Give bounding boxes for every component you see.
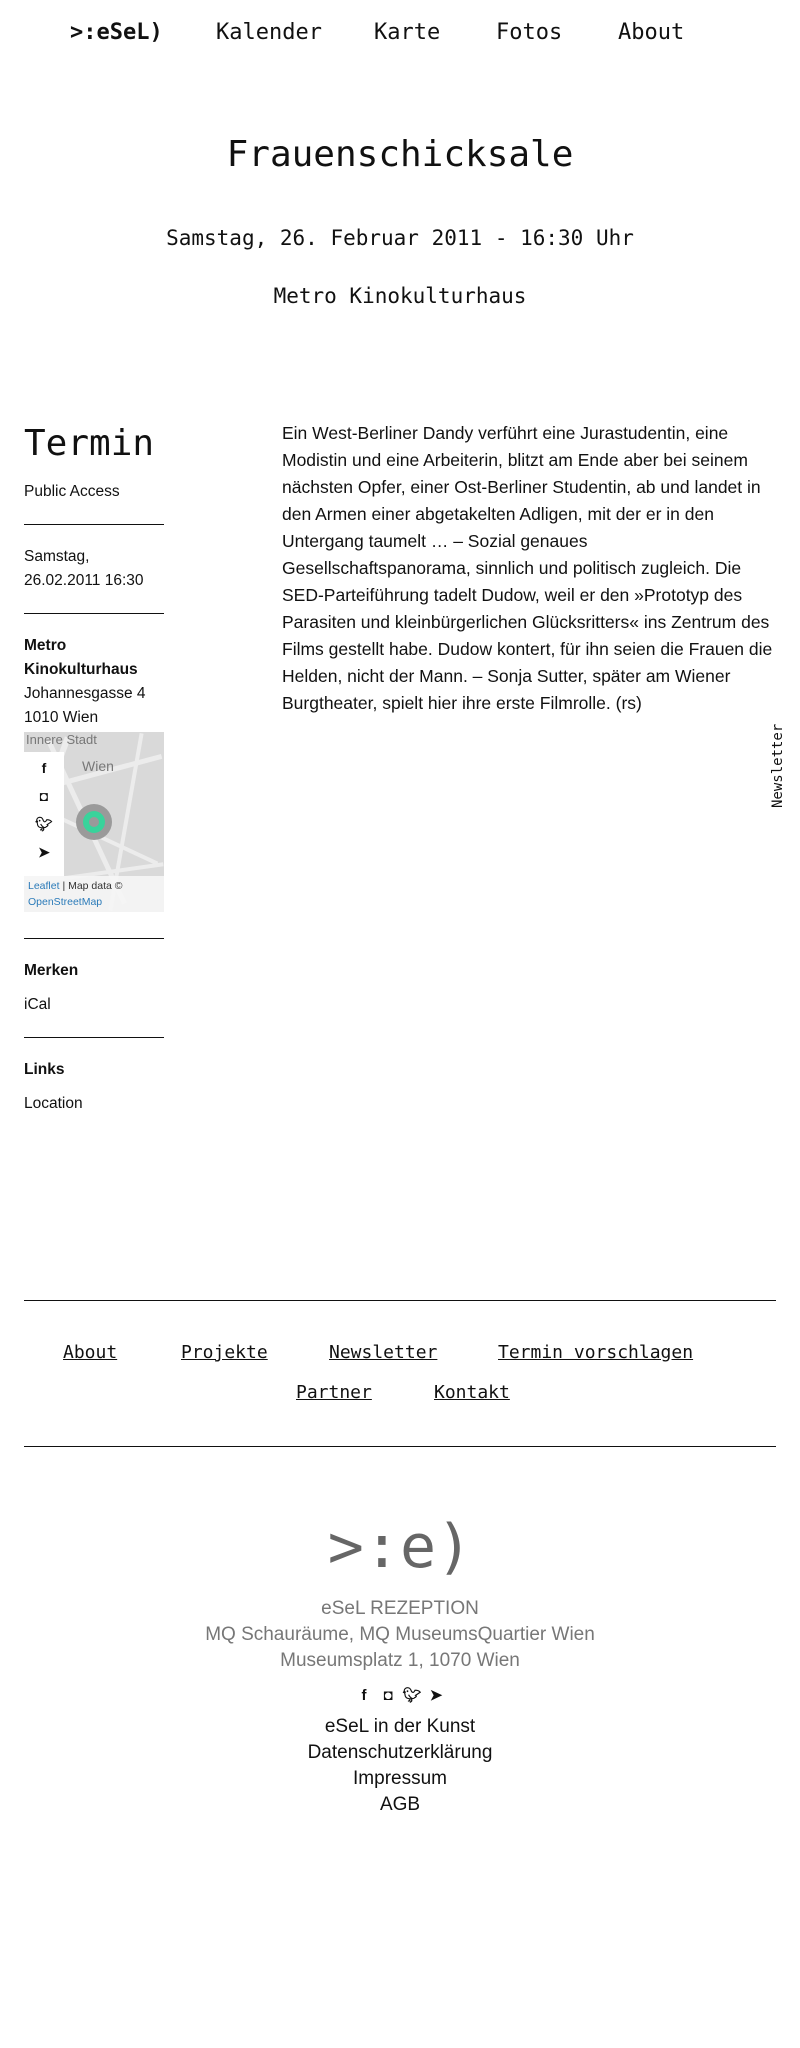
links-label: Links [24,1061,65,1078]
footer-link-kontakt[interactable]: Kontakt [434,1382,510,1403]
footer-link-about[interactable]: About [63,1342,118,1363]
leaflet-link[interactable]: Leaflet [28,880,60,892]
top-nav [0,20,800,54]
ical-link[interactable]: iCal [24,996,51,1013]
instagram-icon[interactable]: ◘ [39,788,49,804]
merken-label: Merken [24,962,79,979]
map-attribution [24,876,164,912]
nav-item-karte[interactable]: Karte [374,20,441,45]
legal-link-kunst[interactable]: eSeL in der Kunst [324,1716,476,1737]
footer-link-termin-vorschlagen[interactable]: Termin vorschlagen [498,1342,694,1363]
event-date: Samstag, 26. Februar 2011 - 16:30 Uhr [166,226,634,250]
footer-address [0,1596,800,1674]
address-line: eSeL REZEPTION [321,1598,479,1619]
venue-street: Johannesgasse 4 [24,685,146,702]
map-location-marker[interactable] [76,804,112,840]
newsletter-side-tab[interactable]: Newsletter [770,723,786,808]
sidebar-date-line1: Samstag, [24,548,90,565]
facebook-icon[interactable]: f [361,1687,367,1704]
event-venue: Metro Kinokulturhaus [273,284,527,308]
footer-divider [24,1446,776,1447]
event-title: Frauenschicksale [226,134,574,175]
map-label: Wien [82,758,114,774]
termin-heading: Termin [24,423,155,464]
footer-link-newsletter[interactable]: Newsletter [329,1342,438,1363]
nav-item-fotos[interactable]: Fotos [496,20,563,45]
venue-name-line1: Metro [24,637,67,654]
sidebar-date-line2: 26.02.2011 16:30 [24,572,144,589]
legal-link-datenschutz[interactable]: Datenschutzerklärung [307,1742,493,1763]
legal-link-impressum[interactable]: Impressum [353,1768,447,1789]
twitter-icon[interactable]: 🐦︎ [35,816,53,832]
social-share-bar [24,752,64,880]
instagram-icon[interactable]: ◘ [383,1687,393,1704]
facebook-icon[interactable]: f [41,760,47,776]
brand-logo-link[interactable]: >:eSeL) [70,20,163,45]
nav-item-about[interactable]: About [618,20,685,45]
telegram-icon[interactable]: ➤ [38,844,50,860]
legal-link-agb[interactable]: AGB [379,1794,421,1815]
map-label: Innere Stadt [26,732,97,747]
footer-link-partner[interactable]: Partner [296,1382,372,1403]
map-attribution-text: | Map data © [59,880,123,892]
openstreetmap-link[interactable]: OpenStreetMap [28,896,103,908]
telegram-icon[interactable]: ➤ [429,1687,443,1704]
divider [24,938,164,939]
twitter-icon[interactable]: 🐦︎ [402,1687,422,1704]
event-description: Ein West-Berliner Dandy verführt eine Jurastudentin, eine Modistin und eine Arbeiterin, blitzt am Ende aber bei seinem nächsten Opfer, einer Ost-Berliner Studentin, ab und landet in den Armen einer abgetakelten Adligen, mit der er in den Untergang taumelt … – Sozial genaues Gesellschaftspanorama, sinnlich und politisch zugleich. Die SED-Parteiführung tadelt Dudow, weil er den »Prototyp des Parasiten und kleinbürgerlichen Glücksritters« ins Zentrum des Films gestellt habe. Dudow kontert, für ihn seien die Frauen die Helden, nicht der Mann. – Sonja Sutter, später am Wiener Burgtheater, spielt hier ihre erste Filmrolle. (rs) [282,423,773,713]
nav-item-kalender[interactable]: Kalender [216,20,322,45]
venue-city: 1010 Wien [24,709,99,726]
location-map[interactable] [24,732,164,912]
footer-social-icons [0,1686,800,1704]
location-link[interactable]: Location [24,1095,83,1112]
access-label: Public Access [24,483,120,500]
venue-name-line2: Kinokulturhaus [24,661,138,678]
footer-divider [24,1300,776,1301]
event-sidebar [24,422,164,1116]
divider [24,613,164,614]
footer-logo: >:e) [327,1512,473,1582]
footer-link-projekte[interactable]: Projekte [181,1342,268,1363]
footer-legal-links [0,1714,800,1818]
address-line: Museumsplatz 1, 1070 Wien [280,1650,520,1671]
address-line: MQ Schauräume, MQ MuseumsQuartier Wien [205,1624,595,1645]
divider [24,1037,164,1038]
divider [24,524,164,525]
